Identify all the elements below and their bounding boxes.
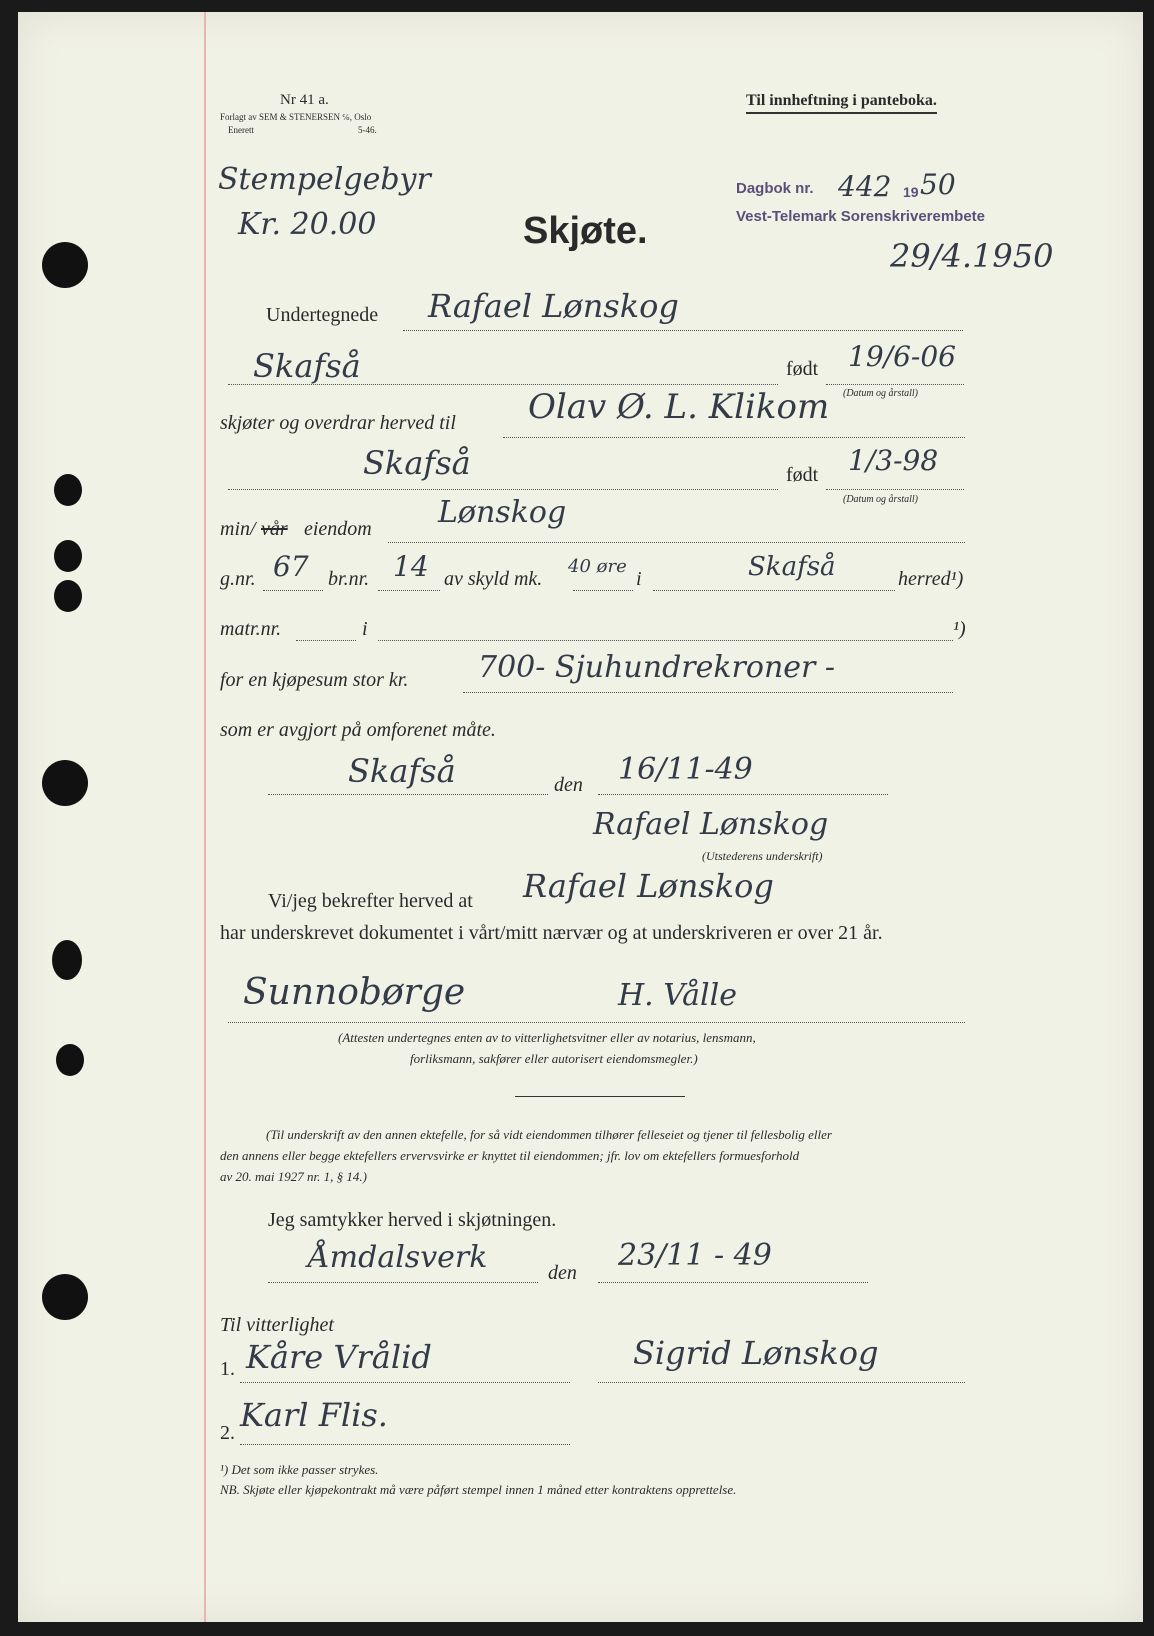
vitterlighet-w1: Kåre Vrålid: [246, 1338, 432, 1376]
binder-hole: [54, 474, 82, 506]
fee-line2: Kr. 20.00: [238, 207, 377, 242]
separator: [515, 1096, 685, 1097]
matr-note: ¹): [953, 618, 966, 640]
witness-note-2: forliksmann, sakfører eller autorisert eiendomsmegler.): [410, 1051, 698, 1066]
vitterlighet-label: Til vitterlighet: [220, 1314, 334, 1336]
signing-signature-hint: (Utstederens underskrift): [702, 849, 823, 863]
herred-label: herred¹): [898, 568, 964, 590]
rule: [268, 1282, 538, 1283]
brnr-label: br.nr.: [328, 568, 370, 590]
seller-label: Undertegnede: [266, 304, 379, 326]
publisher-enerett: Enerett: [228, 125, 254, 135]
form-number: Nr 41 a.: [280, 92, 329, 108]
footnote-2: NB. Skjøte eller kjøpekontrakt må være påført stempel innen 1 måned etter kontraktens opprettelse.: [220, 1482, 737, 1497]
binder-hole: [42, 1274, 88, 1320]
spouse-den: den: [548, 1262, 577, 1284]
vitterlighet-n2: 2.: [220, 1422, 235, 1444]
signing-place: Skafså: [348, 752, 456, 790]
property-label-min: min/: [220, 518, 256, 540]
spouse-consent: Jeg samtykker herved i skjøtningen.: [268, 1209, 557, 1231]
seller-born: 19/6-06: [848, 340, 956, 373]
rule: [240, 1382, 570, 1383]
spouse-place: Åmdalsverk: [308, 1240, 488, 1275]
rule: [240, 1444, 570, 1445]
confirm-line2: har underskrevet dokumentet i vårt/mitt nærvær og at underskriveren er over 21 år.: [220, 922, 883, 944]
seller-name: Rafael Lønskog: [428, 287, 679, 325]
witness-note-1: (Attesten undertegnes enten av to vitterlighetsvitner eller av notarius, lensmann,: [338, 1030, 756, 1045]
spouse-date: 23/11 - 49: [618, 1238, 772, 1273]
spouse-note-3: av 20. mai 1927 nr. 1, § 14.): [220, 1169, 367, 1184]
stamp-date: 29/4.1950: [890, 237, 1054, 275]
signing-den: den: [554, 774, 583, 796]
gnr-value: 67: [273, 550, 309, 583]
spouse-note-1: (Til underskrift av den annen ektefelle, for så vidt eiendommen tilhører felleseiet og tjener til fellesbolig eller: [266, 1127, 832, 1142]
skyld-value: 40 øre: [568, 556, 627, 577]
dagbok-number: 442: [838, 170, 892, 203]
rule: [388, 542, 965, 543]
matr-i: i: [362, 618, 368, 640]
buyer-label: skjøter og overdrar herved til: [220, 412, 456, 434]
confirm-name: Rafael Lønskog: [523, 867, 774, 905]
rule: [653, 590, 895, 591]
seller-born-label: født: [786, 358, 819, 380]
dagbok-year-suffix: 50: [920, 168, 956, 201]
vitterlighet-w2: Karl Flis.: [240, 1396, 388, 1434]
binder-hole: [56, 1044, 84, 1076]
binder-hole: [54, 580, 82, 612]
witness-signature-1: Sunnobørge: [243, 972, 466, 1013]
skyld-label: av skyld mk.: [444, 568, 543, 590]
vitterlighet-n1: 1.: [220, 1358, 235, 1380]
binder-hole: [52, 940, 82, 980]
buyer-born: 1/3-98: [848, 444, 939, 477]
binding-note: Til innheftning i panteboka.: [746, 92, 937, 114]
rule: [263, 590, 323, 591]
rule: [598, 1282, 868, 1283]
document-page: [18, 12, 1143, 1622]
rule: [378, 590, 440, 591]
rule: [228, 384, 778, 385]
signing-signature: Rafael Lønskog: [593, 807, 829, 842]
rule: [268, 794, 548, 795]
rule: [573, 590, 633, 591]
binder-hole: [42, 242, 88, 288]
confirm-prefix: Vi/jeg bekrefter herved at: [268, 890, 473, 912]
witness-signature-2: H. Vålle: [618, 978, 737, 1013]
price-label: for en kjøpesum stor kr.: [220, 669, 409, 691]
buyer-name: Olav Ø. L. Klikom: [528, 387, 830, 427]
dagbok-label: Dagbok nr.: [736, 180, 814, 197]
rule: [296, 640, 356, 641]
publisher-line: Forlagt av SEM & STENERSEN ℅, Oslo: [220, 112, 372, 122]
rule: [228, 1022, 965, 1023]
gnr-label: g.nr.: [220, 568, 256, 590]
office-stamp: Vest-Telemark Sorenskriverembete: [736, 208, 986, 225]
seller-place: Skafså: [253, 347, 361, 385]
signing-date: 16/11-49: [618, 752, 753, 787]
brnr-value: 14: [393, 550, 429, 583]
rule: [228, 489, 778, 490]
property-label-var: vår: [261, 518, 288, 540]
rule: [598, 794, 888, 795]
fee-line1: Stempelgebyr: [218, 162, 431, 197]
document-title: Skjøte.: [523, 210, 648, 252]
binder-hole: [54, 540, 82, 572]
i-label: i: [636, 568, 642, 590]
margin-rule: [204, 12, 206, 1622]
rule: [463, 692, 953, 693]
spouse-signature: Sigrid Lønskog: [633, 1334, 879, 1372]
property-label-eiendom: eiendom: [304, 518, 372, 540]
seller-date-hint: (Datum og årstall): [843, 388, 918, 399]
price-amount: 700- Sjuhundrekroner -: [478, 650, 836, 685]
rule: [378, 640, 953, 641]
binder-hole: [42, 760, 88, 806]
footnote-1: ¹) Det som ikke passer strykes.: [220, 1462, 379, 1477]
spouse-note-2: den annens eller begge ektefellers ervervsvirke er knyttet til eiendommen; jfr. lov om ektefellers formuesforhold: [220, 1148, 800, 1163]
rule: [826, 489, 964, 490]
herred-value: Skafså: [748, 552, 836, 582]
price-settled: som er avgjort på omforenet måte.: [220, 719, 496, 741]
rule: [598, 1382, 965, 1383]
rule: [503, 437, 965, 438]
matr-label: matr.nr.: [220, 618, 282, 640]
dagbok-year-prefix: 19: [903, 184, 919, 200]
buyer-date-hint: (Datum og årstall): [843, 494, 918, 505]
buyer-born-label: født: [786, 464, 819, 486]
property-name: Lønskog: [438, 495, 567, 530]
rule: [826, 384, 964, 385]
rule: [403, 330, 963, 331]
buyer-place: Skafså: [363, 444, 471, 482]
publisher-date: 5-46.: [358, 125, 377, 135]
